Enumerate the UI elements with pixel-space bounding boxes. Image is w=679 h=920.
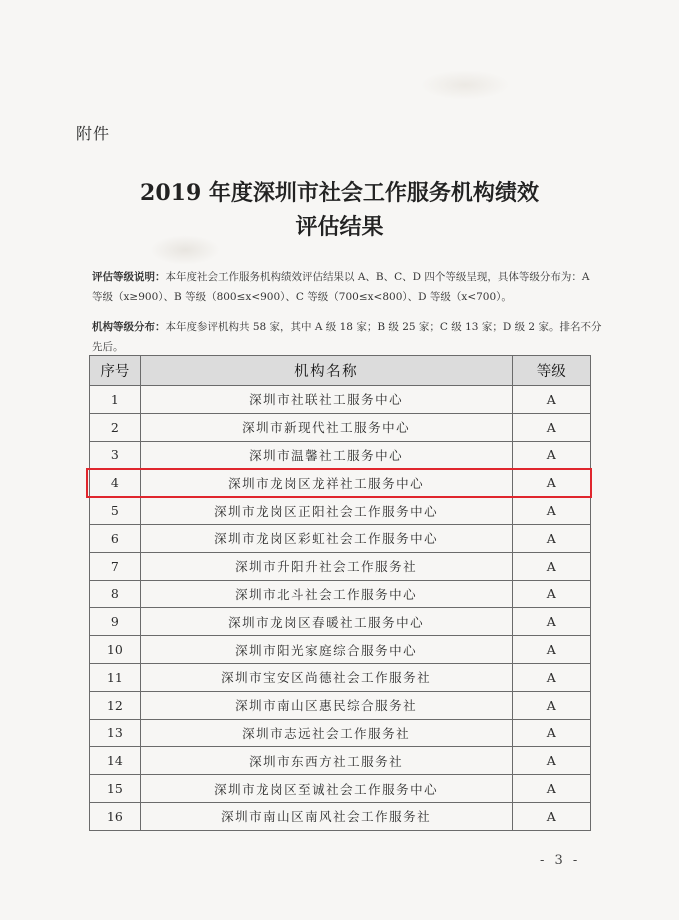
table-row [90,552,591,580]
cell-no: 4 [90,469,141,497]
attachment-label: 附件 [76,124,111,143]
table-row [90,524,591,552]
table-row [90,497,591,525]
cell-name: 深圳市北斗社会工作服务中心 [140,580,512,608]
cell-name: 深圳市龙岗区彩虹社会工作服务中心 [140,524,512,552]
cell-name: 深圳市升阳升社会工作服务社 [140,552,512,580]
table-row [90,775,591,803]
cell-no: 11 [90,663,141,691]
cell-grade: A [512,608,590,636]
cell-name: 深圳市龙岗区龙祥社工服务中心 [140,469,512,497]
cell-no: 15 [90,775,141,803]
cell-name: 深圳市南山区南风社会工作服务社 [140,802,512,830]
table-row [90,441,591,469]
document-title-line2: 评估结果 [295,214,384,240]
cell-no: 10 [90,636,141,664]
grade-distribution-text: 本年度参评机构共 58 家，其中 A 级 18 家；B 级 25 家；C 级 13 家；D 级 2 家。排名不分先后。 [92,321,602,353]
cell-no: 5 [90,497,141,525]
cell-grade: A [512,663,590,691]
cell-no: 3 [90,441,141,469]
cell-grade: A [512,386,590,414]
cell-no: 1 [90,386,141,414]
grade-explanation-text: 本年度社会工作服务机构绩效评估结果以 A、B、C、D 四个等级呈现，具体等级分布为：A 等级（x≥900）、B 等级（800≤x<900）、C 等级（700≤x<800）、D 等级（x<700）。 [92,271,590,303]
cell-name: 深圳市东西方社工服务社 [140,747,512,775]
cell-grade: A [512,775,590,803]
cell-no: 8 [90,580,141,608]
page-number: - 3 - [540,853,581,868]
grade-explanation [92,267,602,307]
cell-grade: A [512,580,590,608]
table-row [90,747,591,775]
cell-name: 深圳市龙岗区正阳社会工作服务中心 [140,497,512,525]
cell-name: 深圳市新现代社工服务中心 [140,413,512,441]
cell-name: 深圳市阳光家庭综合服务中心 [140,636,512,664]
table-row [90,691,591,719]
cell-grade: A [512,552,590,580]
document-title-line1: 2019 年度深圳市社会工作服务机构绩效 [140,180,539,206]
cell-grade: A [512,802,590,830]
cell-no: 12 [90,691,141,719]
table-row [90,580,591,608]
cell-no: 13 [90,719,141,747]
cell-name: 深圳市南山区惠民综合服务社 [140,691,512,719]
cell-grade: A [512,441,590,469]
cell-grade: A [512,497,590,525]
column-header-no: 序号 [90,356,141,386]
cell-no: 9 [90,608,141,636]
cell-no: 7 [90,552,141,580]
table-row [90,663,591,691]
cell-name: 深圳市龙岗区春暖社工服务中心 [140,608,512,636]
grade-distribution-label: 机构等级分布： [92,321,166,333]
cell-grade: A [512,469,590,497]
cell-no: 16 [90,802,141,830]
column-header-name: 机构名称 [140,356,512,386]
table-row [90,636,591,664]
table-row [90,469,591,497]
cell-name: 深圳市宝安区尚德社会工作服务社 [140,663,512,691]
grade-explanation-label: 评估等级说明： [92,271,166,283]
paper-stain [420,70,510,100]
table-row [90,608,591,636]
table-header-row [90,356,591,386]
grade-distribution [92,317,602,357]
column-header-grade: 等级 [512,356,590,386]
cell-grade: A [512,691,590,719]
table-row [90,413,591,441]
cell-grade: A [512,719,590,747]
cell-name: 深圳市社联社工服务中心 [140,386,512,414]
cell-name: 深圳市温馨社工服务中心 [140,441,512,469]
cell-grade: A [512,747,590,775]
table-row [90,802,591,830]
cell-name: 深圳市龙岗区至诚社会工作服务中心 [140,775,512,803]
cell-no: 14 [90,747,141,775]
results-table [89,355,591,831]
cell-no: 6 [90,524,141,552]
table-row [90,386,591,414]
cell-grade: A [512,636,590,664]
cell-name: 深圳市志远社会工作服务社 [140,719,512,747]
cell-no: 2 [90,413,141,441]
cell-grade: A [512,524,590,552]
cell-grade: A [512,413,590,441]
table-row [90,719,591,747]
